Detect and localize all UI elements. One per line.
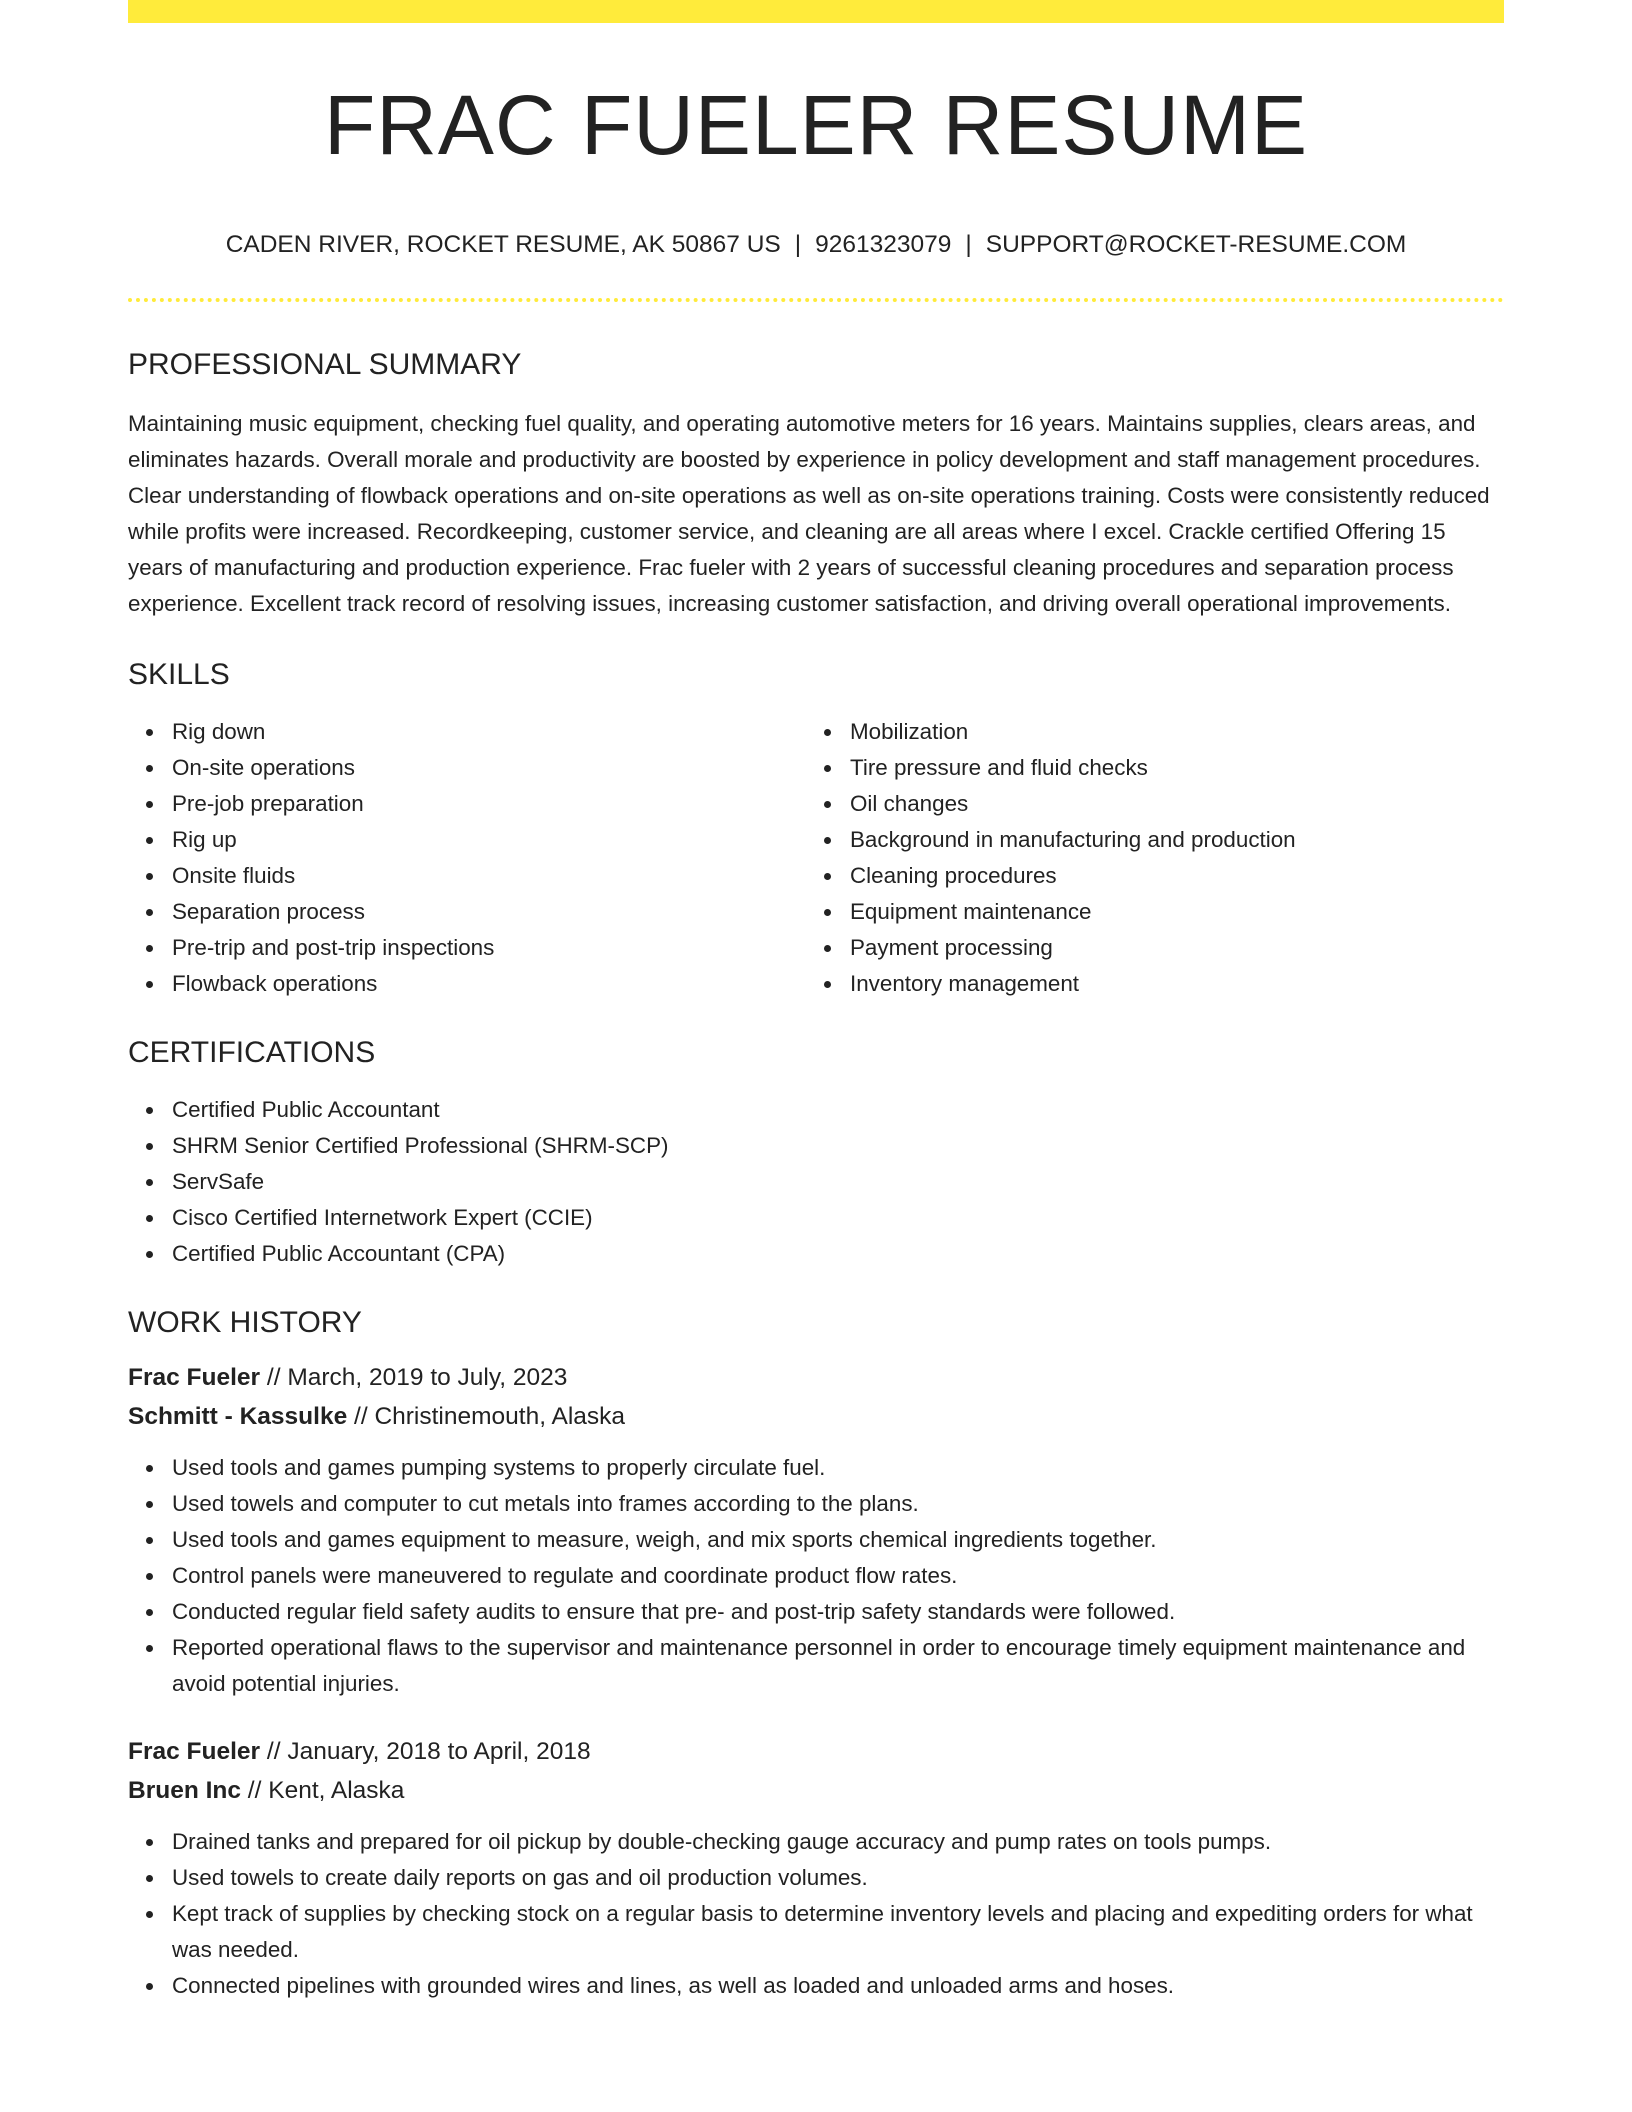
summary-text: Maintaining music equipment, checking fuel quality, and operating automotive meters for 16 years. Maintains supplies, clears areas, and eliminates hazards. Overall morale and productivity are boosted by experience in policy development and staff management procedures. Clear understanding of flowback operations and on-site operations as well as on-site operations training. Costs were consistently reduced while profits were increased. Recordkeeping, customer service, and cleaning are all areas where I excel. Crackle certified Offering 15 years of manufacturing and production experience. Frac fueler with 2 years of successful cleaning procedures and separation process experience. Excellent track record of resolving issues, increasing customer satisfaction, and driving overall operational improvements. xyxy=(128,410,1490,616)
job-title: Frac Fueler xyxy=(128,1363,261,1391)
resume-page xyxy=(128,0,1504,2004)
job-entry xyxy=(128,1358,1504,1702)
skill-item: Pre-job preparation xyxy=(172,786,806,822)
work-history-heading: WORK HISTORY xyxy=(128,1305,362,1339)
job-company: Bruen Inc xyxy=(128,1776,241,1804)
job-duty-item: Reported operational flaws to the supervisor and maintenance personnel in order to encourage timely equipment maintenance and avoid potential injuries. xyxy=(172,1630,1504,1702)
certification-item: Certified Public Accountant (CPA) xyxy=(172,1236,1504,1272)
job-location: // Christinemouth, Alaska xyxy=(347,1402,626,1430)
page-title: FRAC FUELER RESUME xyxy=(323,78,1309,172)
skill-item: Inventory management xyxy=(850,966,1484,1002)
skill-item: Cleaning procedures xyxy=(850,858,1484,894)
job-duty-item: Used tools and games pumping systems to properly circulate fuel. xyxy=(172,1450,1504,1486)
certifications-list xyxy=(128,1092,1504,1272)
job-duty-item: Kept track of supplies by checking stock on a regular basis to determine inventory levels and placing and expediting orders for what was needed. xyxy=(172,1896,1504,1968)
skill-item: Pre-trip and post-trip inspections xyxy=(172,930,806,966)
skill-item: Oil changes xyxy=(850,786,1484,822)
job-company: Schmitt - Kassulke xyxy=(128,1402,348,1430)
skills-grid xyxy=(128,714,1504,1002)
job-title: Frac Fueler xyxy=(128,1737,261,1765)
certification-item: Cisco Certified Internetwork Expert (CCIE) xyxy=(172,1200,1504,1236)
job-duty-item: Used towels and computer to cut metals into frames according to the plans. xyxy=(172,1486,1504,1522)
skills-column-right xyxy=(806,714,1484,1002)
skill-item: Payment processing xyxy=(850,930,1484,966)
contact-phone: 9261323079 xyxy=(815,231,952,258)
job-duty-item: Connected pipelines with grounded wires and lines, as well as loaded and unloaded arms and hoses. xyxy=(172,1968,1504,2004)
skill-item: On-site operations xyxy=(172,750,806,786)
job-company-line xyxy=(128,1771,1504,1810)
skill-item: Rig down xyxy=(172,714,806,750)
skills-column-left xyxy=(128,714,806,1002)
skill-item: Equipment maintenance xyxy=(850,894,1484,930)
job-entry xyxy=(128,1732,1504,2004)
job-duty-item: Used towels to create daily reports on gas and oil production volumes. xyxy=(172,1860,1504,1896)
dotted-divider xyxy=(128,298,1504,302)
certification-item: ServSafe xyxy=(172,1164,1504,1200)
skill-item: Mobilization xyxy=(850,714,1484,750)
contact-separator: | xyxy=(794,231,802,258)
contact-line xyxy=(128,233,1504,258)
job-duty-item: Used tools and games equipment to measure, weigh, and mix sports chemical ingredients together. xyxy=(172,1522,1504,1558)
contact-separator: | xyxy=(965,231,972,258)
skill-item: Onsite fluids xyxy=(172,858,806,894)
job-duty-item: Conducted regular field safety audits to ensure that pre- and post-trip safety standards were followed. xyxy=(172,1594,1504,1630)
job-title-line xyxy=(128,1358,1504,1397)
contact-email: SUPPORT@ROCKET-RESUME.COM xyxy=(985,231,1407,258)
job-duty-item: Control panels were maneuvered to regulate and coordinate product flow rates. xyxy=(172,1558,1504,1594)
certification-item: SHRM Senior Certified Professional (SHRM-SCP) xyxy=(172,1128,1504,1164)
job-dates: // March, 2019 to July, 2023 xyxy=(260,1363,568,1391)
skill-item: Background in manufacturing and production xyxy=(850,822,1484,858)
skill-item: Separation process xyxy=(172,894,806,930)
skill-item: Rig up xyxy=(172,822,806,858)
certifications-heading: CERTIFICATIONS xyxy=(128,1035,376,1069)
summary-heading: PROFESSIONAL SUMMARY xyxy=(128,347,522,381)
job-location: // Kent, Alaska xyxy=(241,1776,405,1804)
job-title-line xyxy=(128,1732,1504,1771)
job-duty-item: Drained tanks and prepared for oil pickup by double-checking gauge accuracy and pump rates on tools pumps. xyxy=(172,1824,1504,1860)
top-accent-bar xyxy=(128,0,1504,23)
job-dates: // January, 2018 to April, 2018 xyxy=(260,1737,591,1765)
skill-item: Tire pressure and fluid checks xyxy=(850,750,1484,786)
job-company-line xyxy=(128,1397,1504,1436)
certification-item: Certified Public Accountant xyxy=(172,1092,1504,1128)
job-duties-list xyxy=(128,1450,1504,1702)
skills-heading: SKILLS xyxy=(128,657,230,691)
job-duties-list xyxy=(128,1824,1504,2004)
contact-address: CADEN RIVER, ROCKET RESUME, AK 50867 US xyxy=(225,231,781,258)
skill-item: Flowback operations xyxy=(172,966,806,1002)
